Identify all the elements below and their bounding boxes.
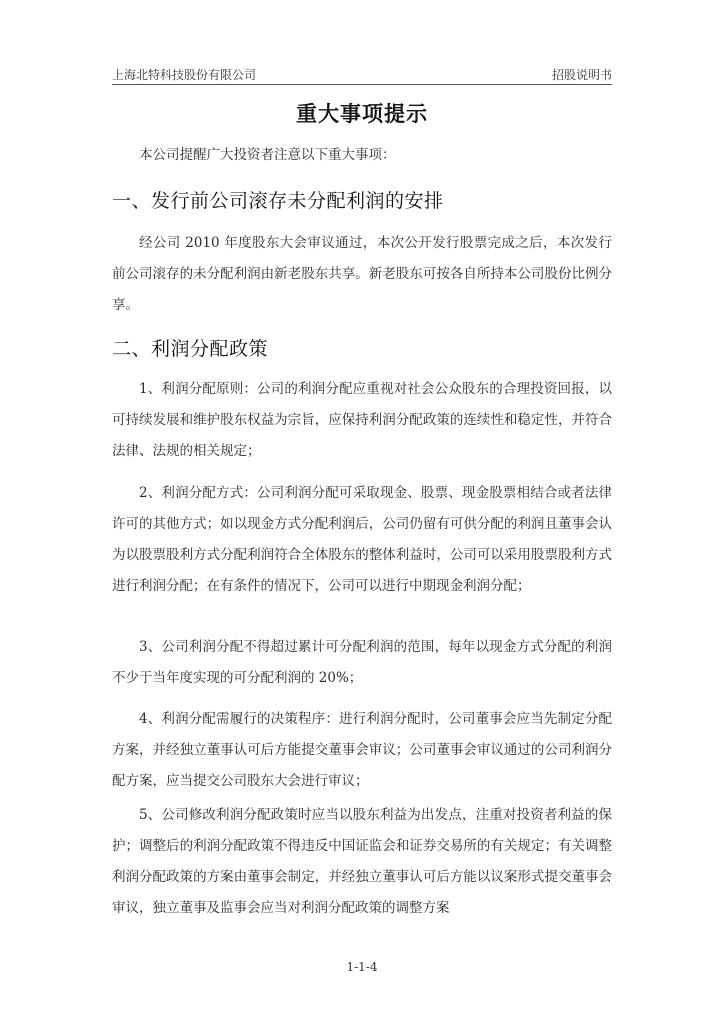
running-header bbox=[112, 66, 612, 86]
header-company-name: 上海北特科技股份有限公司 bbox=[112, 68, 257, 82]
policy-item-1: 1、利润分配原则：公司的利润分配应重视对社会公众股东的合理投资回报，以可持续发展和维护股东权益为宗旨，应保持利润分配政策的连续性和稳定性，并符合法律、法规的相关规定； bbox=[112, 381, 612, 459]
section-2-heading: 二、利润分配政策 bbox=[112, 338, 269, 360]
policy-item-2: 2、利润分配方式：公司利润分配可采取现金、股票、现金股票相结合或者法律许可的其他方式；如以现金方式分配利润后，公司仍留有可供分配的利润且董事会认为以股票股利方式分配利润符合全体股东的整体利益时，公司可以采用股票股利方式进行利润分配；在有条件的情况下，公司可以进行中期现金利润分配； bbox=[112, 485, 612, 594]
page-title: 重大事项提示 bbox=[296, 102, 428, 126]
policy-item-3: 3、公司利润分配不得超过累计可分配利润的范围，每年以现金方式分配的利润不少于当年度实现的可分配利润的 20%； bbox=[112, 639, 612, 686]
header-document-type: 招股说明书 bbox=[551, 68, 612, 82]
policy-item-4: 4、利润分配需履行的决策程序：进行利润分配时，公司董事会应当先制定分配方案，并经独立董事认可后方能提交董事会审议；公司董事会审议通过的公司利润分配方案，应当提交公司股东大会进行审议； bbox=[112, 711, 612, 789]
intro-paragraph: 本公司提醒广大投资者注意以下重大事项： bbox=[139, 147, 396, 163]
page-number: 1-1-4 bbox=[346, 960, 378, 974]
policy-item-5: 5、公司修改利润分配政策时应当以股东利益为出发点，注重对投资者利益的保护；调整后的利润分配政策不得违反中国证监会和证券交易所的有关规定；有关调整利润分配政策的方案由董事会制定，并经独立董事认可后方能以议案形式提交董事会审议，独立董事及监事会应当对利润分配政策的调整方案 bbox=[112, 807, 612, 916]
header-divider bbox=[112, 84, 612, 85]
section-1-heading: 一、发行前公司滚存未分配利润的安排 bbox=[112, 190, 444, 212]
section-1-paragraph: 经公司 2010 年度股东大会审议通过，本次公开发行股票完成之后，本次发行前公司滚存的未分配利润由新老股东共享。新老股东可按各自所持本公司股份比例分享。 bbox=[112, 235, 612, 313]
